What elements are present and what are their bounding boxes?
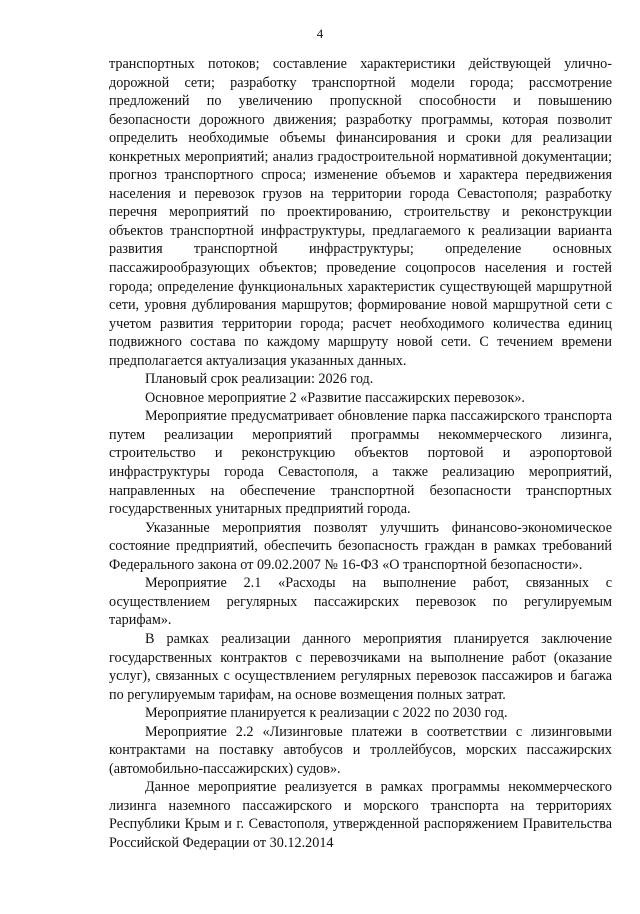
paragraph-activity-benefits: Указанные мероприятия позволят улучшить финансово-экономическое состояние предприятий, обеспечить безопасность граждан в рамках требований Федерального закона от 09.02.2007 № 16-ФЗ «О транспортной безопасности». [109, 519, 612, 573]
paragraph-activity-2-2: Мероприятие 2.2 «Лизинговые платежи в соответствии с лизинговыми контрактами на поставку автобусов и троллейбусов, морских пассажирских (автомобильно-пассажирских) судов». [109, 723, 612, 777]
paragraph-continuation: транспортных потоков; составление характеристики действующей улично-дорожной сети; разработку транспортной модели города; рассмотрение предложений по увеличению пропускной способности и повышению безопасности дорожного движения; разработку программы, которая позволит определить необходимые объемы финансирования и сроки для реализации конкретных мероприятий; анализ градостроительной нормативной документации; прогноз транспортного спроса; изменение объемов и характера передвижения населения и перевозок грузов на территории города Севастополя; разработку перечня мероприятий по проектированию, строительству и реконструкции объектов транспортной инфраструктуры, предлагаемого к реализации варианта развития транспортной инфраструктуры; определение основных пассажирообразующих объектов; проведение соцопросов населения и гостей города; определение функциональных характеристик существующей маршрутной сети, уровня дублирования маршрутов; формирование новой маршрутной сети с учетом развития территории города; расчет необходимого количества единиц подвижного состава по каждому маршруту новой сети. С течением времени предполагается актуализация указанных данных. [109, 56, 612, 369]
paragraph-activity-2-1-details: В рамках реализации данного мероприятия планируется заключение государственных контрактов с перевозчиками на выполнение работ (оказание услуг), связанных с осуществлением регулярных перевозок пассажиров и багажа по регулируемым тарифам, на основе возмещения полных затрат. [109, 630, 612, 703]
paragraph-main-activity-2: Основное мероприятие 2 «Развитие пассажирских перевозок». [145, 389, 525, 406]
paragraph-activity-description: Мероприятие предусматривает обновление парка пассажирского транспорта путем реализации мероприятий программы некоммерческого лизинга, строительство и реконструкцию объектов портовой и аэропортовой инфраструктуры города Севастополя, а также реализацию мероприятий, направленных на обеспечение транспортной безопасности транспортных государственных унитарных предприятий города. [109, 408, 612, 518]
document-body [109, 55, 612, 853]
paragraph-activity-2-1: Мероприятие 2.1 «Расходы на выполнение работ, связанных с осуществлением регулярных пассажирских перевозок по регулируемым тарифам». [109, 575, 612, 629]
page-number: 4 [316, 26, 324, 41]
paragraph-deadline: Плановый срок реализации: 2026 год. [145, 371, 374, 388]
paragraph-activity-2-1-period: Мероприятие планируется к реализации с 2022 по 2030 год. [145, 705, 508, 722]
paragraph-activity-2-2-details: Данное мероприятие реализуется в рамках программы некоммерческого лизинга наземного пассажирского и морского транспорта на территориях Республики Крым и г. Севастополя, утвержденной распоряжением Правительства Российской Федерации от 30.12.2014 [109, 779, 612, 851]
